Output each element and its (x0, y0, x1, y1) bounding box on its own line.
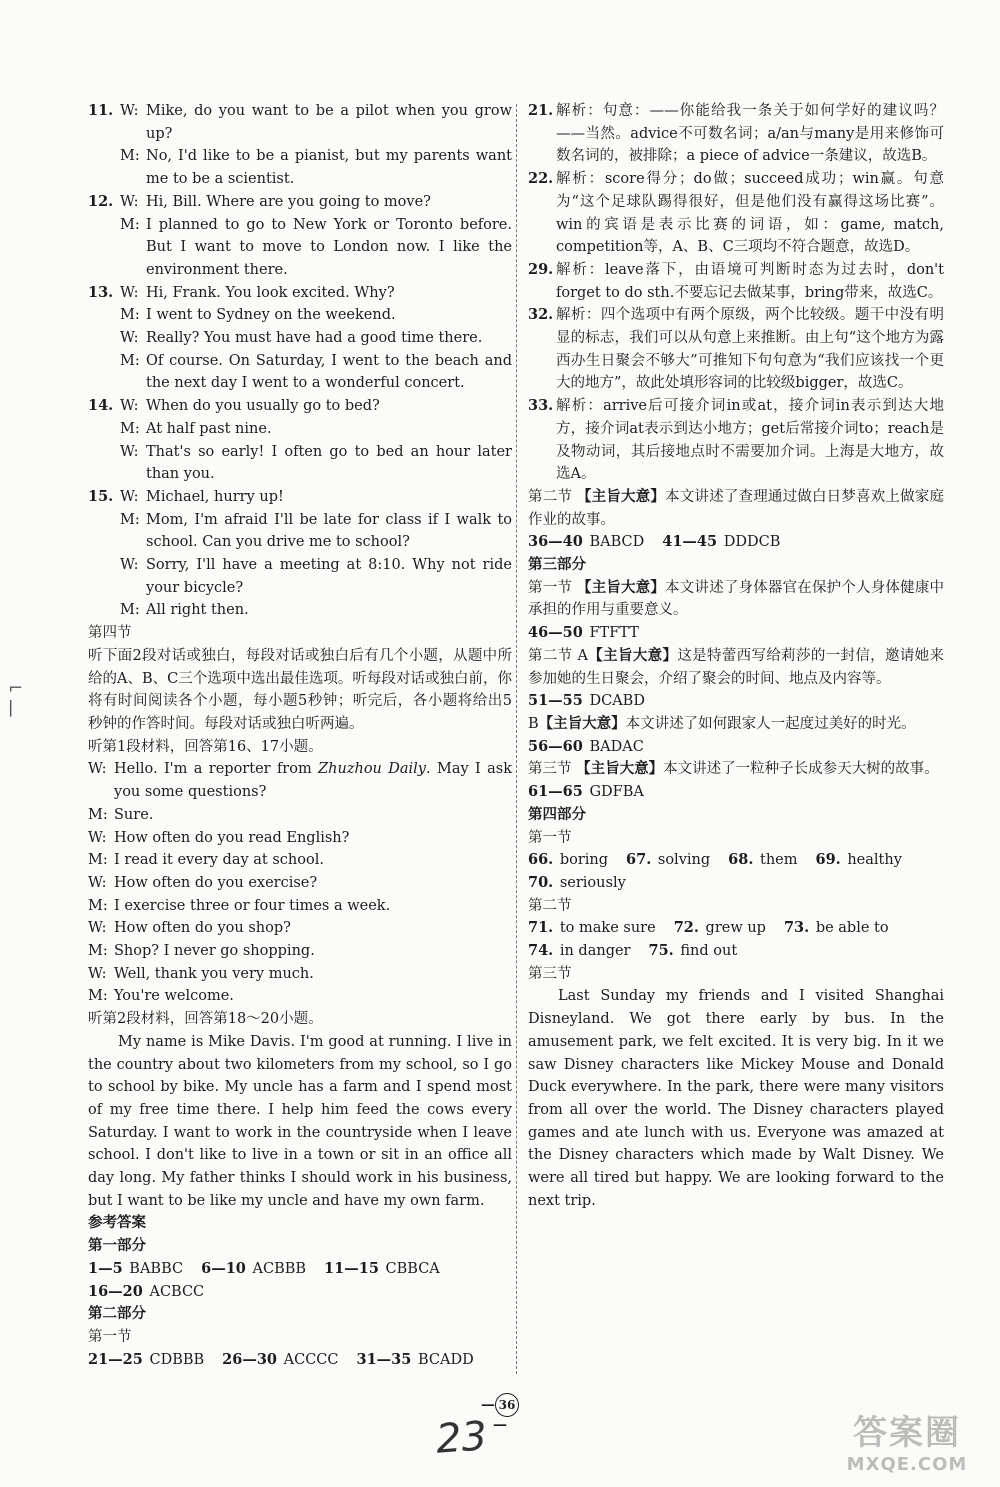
newspaper-name: Zhuzhou Daily (318, 761, 426, 778)
dialogue-line (88, 395, 512, 418)
answer-range: 1—5 (88, 1259, 123, 1277)
answer-number: 74. (528, 942, 554, 960)
dialogue-text (114, 985, 512, 1008)
answer-row (528, 917, 944, 940)
question-number: 29. (528, 260, 554, 278)
main-idea-text: 本文讲述了身体器官在保护个人身体健康中承担的作用与重要意义。 (528, 579, 945, 619)
answer-letters: DDDCB (723, 534, 781, 551)
question-number: 15. (88, 487, 114, 505)
dialogue-line (88, 849, 512, 872)
answer-letters: ACBBB (252, 1260, 307, 1277)
dialogue-text: I planned to go to New York or Toronto before. But I want to move to London now. I like the environment there. (146, 216, 512, 278)
answer-word: be able to (815, 920, 889, 937)
question-number: 21. (528, 102, 554, 119)
main-idea-text: 本文讲述了如何跟家人一起度过美好的时光。 (625, 715, 916, 732)
dialogue-line (88, 758, 512, 803)
main-idea-p3s2b (528, 713, 944, 736)
answer-number: 69. (815, 851, 841, 869)
dialogue-line (88, 917, 512, 940)
answer-letters: GDFBA (589, 784, 644, 801)
answer-letters: DCABD (589, 693, 645, 710)
analysis-item (528, 168, 944, 259)
dialogue-text: Sorry, I'll have a meeting at 8:10. Why not ride your bicycle? (146, 557, 512, 596)
margin-mark: ⌐ ∣ (8, 678, 24, 720)
section-label: 第二节 (528, 488, 573, 505)
dialogue-text-part: . May I ask you some questions? (114, 761, 512, 801)
dialogue-text: Mike, do you want to be a pilot when you grow up? (146, 103, 512, 142)
dialogue-text (114, 917, 512, 940)
main-idea-tag: 【主旨大意】 (538, 714, 626, 732)
answer-range: 46—50 (528, 624, 583, 642)
part4-title: 第四部分 (528, 805, 586, 823)
dialogue-text (114, 849, 512, 872)
question-number: 32. (528, 306, 554, 324)
material2-passage: My name is Mike Davis. I'm good at running. I live in the country about two kilometers from my school, so I go to school by bike. My uncle has a farm and I spend most of my free time there. I help him feed the cows every Saturday. I want to work in the countryside when I leave school. I don't like to live in a town or sit in an office all day long. My father thinks I should work in his business, but I want to be like my uncle and have my own farm. (88, 1033, 512, 1209)
answer-row (528, 781, 944, 804)
analysis-text: 解析：句意：——你能给我一条关于如何学好的建议吗？——当然。advice不可数名词；a/an与many是用来修饰可数名词的，被排除；a piece of advice一条建议，故选B。 (556, 103, 944, 165)
dialogue-text: At half past nine. (146, 420, 272, 437)
answer-word: solving (657, 852, 711, 869)
answer-range: 41—45 (662, 533, 718, 551)
main-idea-p2s2 (528, 486, 944, 531)
answer-row (88, 1281, 512, 1304)
dialogue-line (88, 418, 512, 441)
speaker: M: (120, 420, 140, 437)
part1-title: 第一部分 (88, 1237, 146, 1255)
dialogue-text: No, I'd like to be a pianist, but my parents want me to be a scientist. (146, 148, 512, 188)
answer-letters: BADAC (589, 738, 644, 755)
dialogue-line (88, 100, 512, 145)
answer-row (528, 622, 944, 645)
answer-word: grew up (705, 920, 766, 937)
answer-word: find out (680, 943, 738, 960)
answer-letters: BCADD (417, 1351, 474, 1368)
dialogue-text-part: Well, thank you very much. (114, 965, 314, 982)
answer-letters: FTFTT (589, 625, 639, 642)
speaker: W: (120, 103, 139, 119)
analyses (528, 100, 944, 486)
page-number: — 36— (478, 1393, 522, 1433)
speaker: W: (120, 488, 139, 505)
section-label: 第二节 (528, 647, 573, 664)
analysis-item (528, 304, 944, 395)
speaker: W: (120, 557, 139, 574)
answer-word: to make sure (559, 920, 656, 937)
answer-number: 68. (728, 851, 754, 869)
dialogue-text: All right then. (146, 602, 249, 619)
dialogue-text-part: How often do you read English? (114, 829, 350, 846)
dialogue-line (88, 554, 512, 599)
speaker: W: (88, 761, 107, 778)
answer-word: them (760, 852, 798, 869)
answer-word: boring (559, 852, 609, 869)
dialogue-text (114, 827, 512, 850)
part3-title: 第三部分 (528, 556, 586, 574)
answer-range: 36—40 (528, 533, 583, 551)
main-idea-p3s1 (528, 577, 944, 622)
essay-passage: Last Sunday my friends and I visited Shanghai Disneyland. We got there early by bus. In the amusement park, we felt excited. It is very big. In it we saw Disney characters like Mickey Mouse and Donald Duck everywhere. In the park, there were many visitors from all over the world. The Disney characters played games and ate lunch with us. Everyone was amazed at the Disney characters which made by Walt Disney. We were all tired but happy. We are looking forward to the next trip. (528, 988, 944, 1209)
answer-letters: CDBBB (149, 1351, 205, 1368)
speaker: M: (88, 852, 108, 869)
dialogue-text-part: I read it every day at school. (114, 852, 324, 869)
question-number: 33. (528, 397, 554, 415)
answer-word: seriously (559, 874, 626, 891)
answer-letters: BABBC (129, 1260, 184, 1277)
answer-row (528, 872, 944, 895)
answer-row (528, 736, 944, 759)
dialogue-text (114, 895, 512, 918)
part2-title: 第二部分 (88, 1305, 146, 1323)
answer-range: 31—35 (356, 1350, 412, 1368)
dialogue-text-part: Hello. I'm a reporter from (114, 761, 319, 778)
answer-range: 51—55 (528, 692, 583, 710)
analysis-text: 解析：arrive后可接介词in或at，接介词in表示到达大地方，接介词at表示到达小地方；get后常接介词to；reach是及物动词，其后接地点时不需要加介词。上海是大地方，故选A。 (556, 398, 944, 483)
dialogue-text (114, 872, 512, 895)
answer-range: 6—10 (201, 1259, 246, 1277)
speaker: M: (120, 352, 140, 369)
answer-number: 70. (528, 873, 554, 891)
speaker: W: (120, 193, 139, 210)
speaker: M: (88, 988, 108, 1005)
speaker: W: (120, 443, 139, 460)
dialogue-line (88, 985, 512, 1008)
speaker: M: (88, 943, 108, 960)
material1-dialogue (88, 758, 512, 1008)
dialogue-line (88, 486, 512, 509)
dialogue-text (114, 940, 512, 963)
question-number: 22. (528, 170, 554, 188)
answer-range: 61—65 (528, 783, 583, 801)
answer-range: 26—30 (222, 1350, 278, 1368)
dialogue-line (88, 191, 512, 214)
answer-row (528, 940, 944, 963)
answers-title: 参考答案 (88, 1214, 146, 1232)
analysis-item (528, 259, 944, 304)
part4-section2-label: 第二节 (528, 897, 572, 914)
analysis-item (528, 100, 944, 168)
part4-section3-label: 第三节 (528, 965, 572, 982)
dialogue-line (88, 895, 512, 918)
answer-number: 66. (528, 851, 554, 869)
main-idea-text: 这是特蕾西写给莉莎的一封信，邀请她来参加她的生日聚会，介绍了聚会的时间、地点及内容等。 (528, 647, 945, 687)
answer-letters: ACCCC (283, 1351, 339, 1368)
dialogue-line (88, 872, 512, 895)
speaker: M: (120, 307, 140, 324)
answer-row (88, 1349, 512, 1372)
answer-range: 21—25 (88, 1350, 143, 1368)
dialogue-text-part: How often do you shop? (114, 920, 291, 937)
speaker: W: (88, 829, 107, 846)
answer-range: 11—15 (324, 1259, 379, 1277)
passage-letter: A (577, 647, 588, 664)
question-number: 13. (88, 283, 114, 301)
question-number: 11. (88, 102, 114, 119)
answer-word: healthy (847, 852, 902, 869)
right-column (528, 100, 944, 1212)
section-label: 第一节 (528, 579, 573, 596)
main-idea-text: 本文讲述了查理通过做白日梦喜欢上做家庭作业的故事。 (528, 488, 945, 528)
speaker: W: (88, 965, 107, 982)
dialogue-text-part: You're welcome. (114, 988, 234, 1005)
speaker: M: (88, 897, 108, 914)
speaker: W: (88, 920, 107, 937)
watermark-line2: MXQE.COM (846, 1454, 968, 1475)
answer-word: in danger (559, 943, 631, 960)
dialogue-text-part: I exercise three or four times a week. (114, 897, 391, 914)
dialogue-line (88, 804, 512, 827)
answer-number: 75. (648, 942, 674, 960)
speaker: M: (120, 511, 140, 528)
analysis-text: 解析：score得分；do做；succeed成功；win赢。句意为“这个足球队踢得很好，但是他们没有赢得这场比赛”。win的宾语是表示比赛的词语，如：game, match, competition等，A、B、C三项均不符合题意，故选D。 (556, 171, 944, 256)
section-label: 第三节 (528, 761, 572, 778)
dialogue-text (114, 804, 512, 827)
speaker: M: (120, 602, 140, 619)
speaker: W: (120, 398, 139, 415)
dialogue-text: Really? You must have had a good time there. (146, 330, 483, 347)
answer-number: 67. (626, 851, 652, 869)
dialogue-text (114, 758, 512, 803)
dialogue-line (88, 827, 512, 850)
part4-section1-label: 第一节 (528, 829, 572, 846)
section4-title: 第四节 (88, 625, 132, 642)
dialogue-line (88, 304, 512, 327)
main-idea-p3s3 (528, 758, 944, 781)
analysis-text: 解析：四个选项中有两个原级，两个比较级。题干中没有明显的标志，我们可以从句意上来推断。由上句“这个地方为露西办生日聚会不够大”可推知下句句意为“我们应该找一个更大的地方”，故此处填形容词的比较级bigger，故选C。 (556, 307, 944, 392)
analysis-item (528, 395, 944, 486)
speaker: M: (120, 148, 140, 165)
dialogue-text-part: Sure. (114, 806, 154, 823)
answer-row (528, 531, 944, 554)
dialogue-text: Mom, I'm afraid I'll be late for class if I walk to school. Can you drive me to school? (146, 511, 512, 551)
main-idea-tag: 【主旨大意】 (576, 487, 666, 505)
dialogue-text: Of course. On Saturday, I went to the beach and the next day I went to a wonderful concert. (146, 352, 512, 392)
dialogue-line (88, 441, 512, 486)
handwritten-number: 23 (434, 1413, 489, 1463)
answer-number: 72. (673, 919, 699, 937)
speaker: W: (120, 284, 139, 301)
dialogue-line (88, 145, 512, 190)
question-number: 14. (88, 397, 114, 415)
dialogue-text: When do you usually go to bed? (146, 398, 380, 415)
section4-instructions: 听下面2段对话或独白，每段对话或独白后有几个小题，从题中所给的A、B、C三个选项中选出最佳选项。听每段对话或独白前，你将有时间阅读各个小题，每小题5秒钟；听完后，各小题将给出5秒钟的作答时间。每段对话或独白听两遍。 (88, 647, 512, 732)
passage-letter: B (528, 715, 539, 732)
speaker: W: (120, 330, 139, 347)
speaker: W: (88, 874, 107, 891)
answer-letters: BABCD (589, 534, 645, 551)
dialogue-text: That's so early! I often go to bed an hour later than you. (146, 443, 512, 483)
dialogue-text: I went to Sydney on the weekend. (146, 307, 396, 324)
dialogue-text-part: How often do you exercise? (114, 874, 318, 891)
column-divider (516, 104, 517, 1374)
page-number-value: 36 (495, 1393, 519, 1417)
material2-title: 听第2段材料，回答第18～20小题。 (88, 1011, 323, 1028)
material1-title: 听第1段材料，回答第16、17小题。 (88, 738, 323, 755)
main-idea-text: 本文讲述了一粒种子长成参天大树的故事。 (663, 761, 939, 778)
dialogue-line (88, 963, 512, 986)
dialogue-line (88, 327, 512, 350)
watermark-line1: 答案圈 (853, 1413, 961, 1453)
main-idea-tag: 【主旨大意】 (576, 578, 666, 596)
dialogue-line (88, 214, 512, 282)
dialogue-text: Hi, Frank. You look excited. Why? (146, 284, 395, 301)
speaker: M: (120, 216, 140, 233)
answer-row (528, 849, 944, 872)
dialogue-text: Michael, hurry up! (146, 488, 284, 505)
dialogue-line (88, 350, 512, 395)
answer-number: 73. (783, 919, 810, 937)
answer-range: 16—20 (88, 1282, 143, 1300)
watermark-logo (822, 1399, 992, 1481)
dialogue-line (88, 282, 512, 305)
main-idea-p3s2a (528, 645, 944, 690)
listening-dialogues (88, 100, 512, 622)
speaker: M: (88, 806, 108, 823)
dialogue-text: Hi, Bill. Where are you going to move? (146, 193, 431, 210)
question-number: 12. (88, 192, 114, 210)
dialogue-line (88, 509, 512, 554)
answer-row (528, 690, 944, 713)
left-column (88, 100, 512, 1371)
main-idea-tag: 【主旨大意】 (587, 646, 678, 664)
answer-letters: ACBCC (149, 1283, 205, 1300)
answer-letters: CBBCA (385, 1260, 440, 1277)
analysis-text: 解析：leave落下，由语境可判断时态为过去时，don't forget to do sth.不要忘记去做某事，bring带来，故选C。 (556, 261, 944, 301)
answer-range: 56—60 (528, 737, 583, 755)
dialogue-line (88, 599, 512, 622)
answer-number: 71. (528, 919, 554, 937)
dialogue-line (88, 940, 512, 963)
answer-row (88, 1258, 512, 1281)
dialogue-text (114, 963, 512, 986)
main-idea-tag: 【主旨大意】 (576, 760, 664, 778)
part2-section1-label: 第一节 (88, 1328, 132, 1345)
dialogue-text-part: Shop? I never go shopping. (114, 943, 315, 960)
